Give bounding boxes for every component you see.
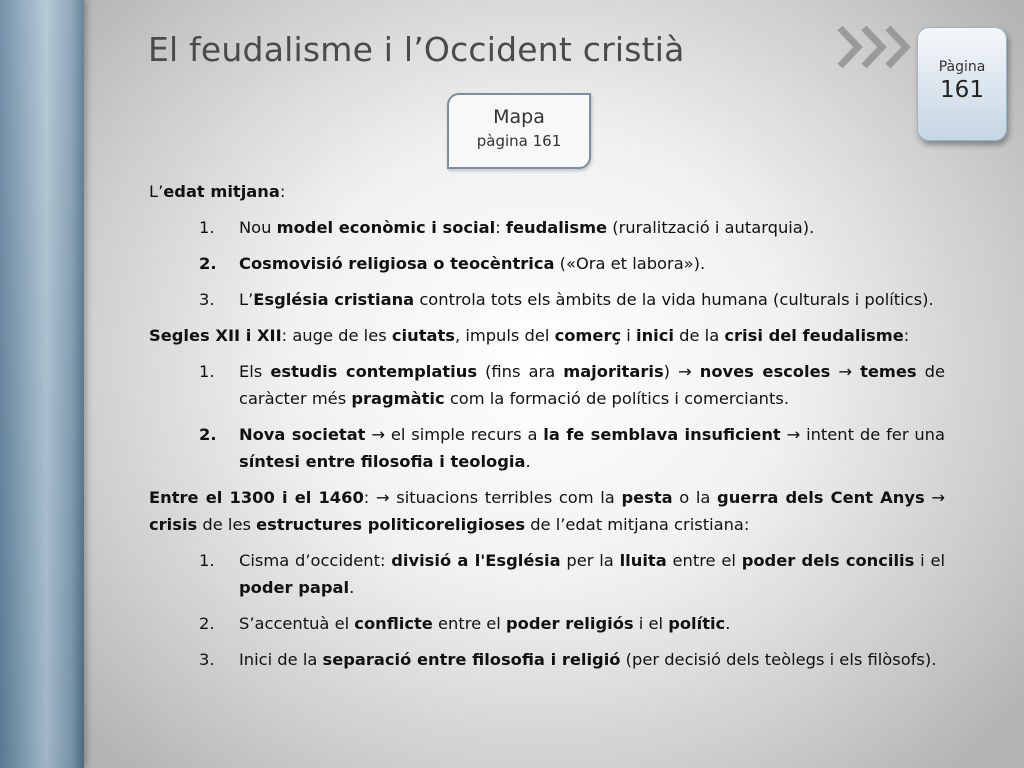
list-number: 1.: [199, 362, 215, 381]
text-segment: lluita: [619, 551, 667, 570]
text-segment: : auge de les: [281, 326, 392, 345]
text-segment: Els: [239, 362, 271, 381]
text-segment: i: [621, 326, 636, 345]
page-badge-label: Pàgina: [938, 59, 986, 75]
list-number: 2.: [199, 614, 215, 633]
list-number: 3.: [199, 650, 215, 669]
text-segment: crisis: [149, 515, 198, 534]
text-segment: feudalisme: [505, 218, 608, 237]
list-number: 1.: [199, 551, 215, 570]
list-item: [199, 286, 945, 313]
text-segment: pesta: [621, 488, 673, 507]
map-box-title: Mapa: [493, 106, 545, 128]
page-badge: [917, 27, 1007, 141]
text-segment: estructures politicoreligioses: [256, 515, 526, 534]
text-segment: L’: [239, 290, 254, 309]
text-segment: → el simple recurs a: [365, 425, 544, 444]
list-text: [239, 214, 945, 241]
section-heading: [149, 178, 945, 205]
text-segment: Cisma d’occident:: [239, 551, 392, 570]
list-item: [199, 214, 945, 241]
text-segment: →: [924, 488, 945, 507]
page-title: El feudalisme i l’Occident cristià: [148, 30, 685, 69]
page-badge-number: 161: [940, 77, 984, 103]
list-text: [239, 646, 945, 673]
text-segment: de les: [197, 515, 257, 534]
text-segment: comerç: [554, 326, 622, 345]
list-item: [199, 358, 945, 412]
text-segment: estudis contemplatius: [270, 362, 478, 381]
text-segment: i el: [633, 614, 669, 633]
text-segment: Entre el 1300 i el 1460: [149, 488, 364, 507]
text-segment: → intent de fer una: [780, 425, 945, 444]
text-segment: :: [903, 326, 910, 345]
text-segment: crisi del feudalisme: [724, 326, 904, 345]
list-text: [239, 358, 945, 412]
text-segment: →: [830, 362, 861, 381]
text-segment: noves escoles: [699, 362, 831, 381]
list-number: 2.: [199, 254, 217, 273]
list-text: [239, 421, 945, 475]
text-segment: separació entre filosofia i religió: [322, 650, 621, 669]
text-segment: (fins ara: [477, 362, 564, 381]
text-segment: Església cristiana: [253, 290, 415, 309]
map-link-box[interactable]: [447, 93, 591, 169]
text-segment: Cosmovisió religiosa o teocèntrica: [239, 254, 555, 273]
text-segment: Inici de la: [239, 650, 323, 669]
section-heading: [149, 484, 945, 538]
text-segment: .: [725, 614, 731, 633]
text-segment: controla tots els àmbits de la vida humana (culturals i polítics).: [414, 290, 934, 309]
list-item: [199, 646, 945, 673]
text-segment: ciutats: [391, 326, 455, 345]
text-segment: poder religiós: [506, 614, 634, 633]
text-segment: :: [495, 218, 506, 237]
text-segment: majoritaris: [563, 362, 664, 381]
list-text: [239, 610, 945, 637]
text-segment: de l’edat mitjana cristiana:: [525, 515, 750, 534]
text-segment: pragmàtic: [351, 389, 445, 408]
text-segment: o la: [672, 488, 718, 507]
list-text: [239, 547, 945, 601]
text-segment: .: [349, 578, 355, 597]
text-segment: de la: [673, 326, 725, 345]
text-segment: guerra dels Cent Anys: [717, 488, 925, 507]
text-segment: temes: [860, 362, 917, 381]
list-number: 3.: [199, 290, 215, 309]
text-segment: :: [279, 182, 286, 201]
list-text: [239, 250, 945, 277]
text-segment: poder papal: [239, 578, 350, 597]
text-segment: entre el: [432, 614, 506, 633]
text-segment: com la formació de polítics i comerciants.: [444, 389, 790, 408]
list-number: 2.: [199, 425, 217, 444]
text-segment: Nova societat: [239, 425, 366, 444]
text-segment: S’accentuà el: [239, 614, 355, 633]
text-segment: («Ora et labora»).: [554, 254, 706, 273]
text-segment: poder dels concilis: [741, 551, 915, 570]
list-item: [199, 250, 945, 277]
map-box-subtitle: pàgina 161: [476, 132, 562, 150]
list-text: [239, 286, 945, 313]
text-segment: conflicte: [354, 614, 433, 633]
section-heading: [149, 322, 945, 349]
text-segment: .: [525, 452, 531, 471]
text-segment: ) →: [663, 362, 700, 381]
text-segment: Segles XII i XII: [149, 326, 282, 345]
text-segment: divisió a l'Església: [391, 551, 561, 570]
text-segment: L’: [149, 182, 164, 201]
list-number: 1.: [199, 218, 215, 237]
text-segment: model econòmic i social: [276, 218, 496, 237]
text-segment: Nou: [239, 218, 277, 237]
decorative-sidebar: [0, 0, 84, 768]
text-segment: polític: [668, 614, 726, 633]
text-segment: de caràcter més: [239, 362, 945, 408]
text-segment: per la: [560, 551, 620, 570]
list-item: [199, 610, 945, 637]
text-segment: (ruralització i autarquia).: [607, 218, 815, 237]
text-segment: síntesi entre filosofia i teologia: [239, 452, 526, 471]
text-segment: , impuls del: [454, 326, 555, 345]
list-item: [199, 547, 945, 601]
text-segment: (per decisió dels teòlegs i els filòsofs).: [620, 650, 937, 669]
content-body: [149, 178, 945, 682]
list-item: [199, 421, 945, 475]
text-segment: edat mitjana: [163, 182, 280, 201]
text-segment: entre el: [666, 551, 742, 570]
text-segment: i el: [914, 551, 946, 570]
text-segment: inici: [636, 326, 674, 345]
text-segment: la fe semblava insuficient: [543, 425, 781, 444]
text-segment: : → situacions terribles com la: [363, 488, 622, 507]
triple-chevron-right-icon: [836, 24, 918, 70]
